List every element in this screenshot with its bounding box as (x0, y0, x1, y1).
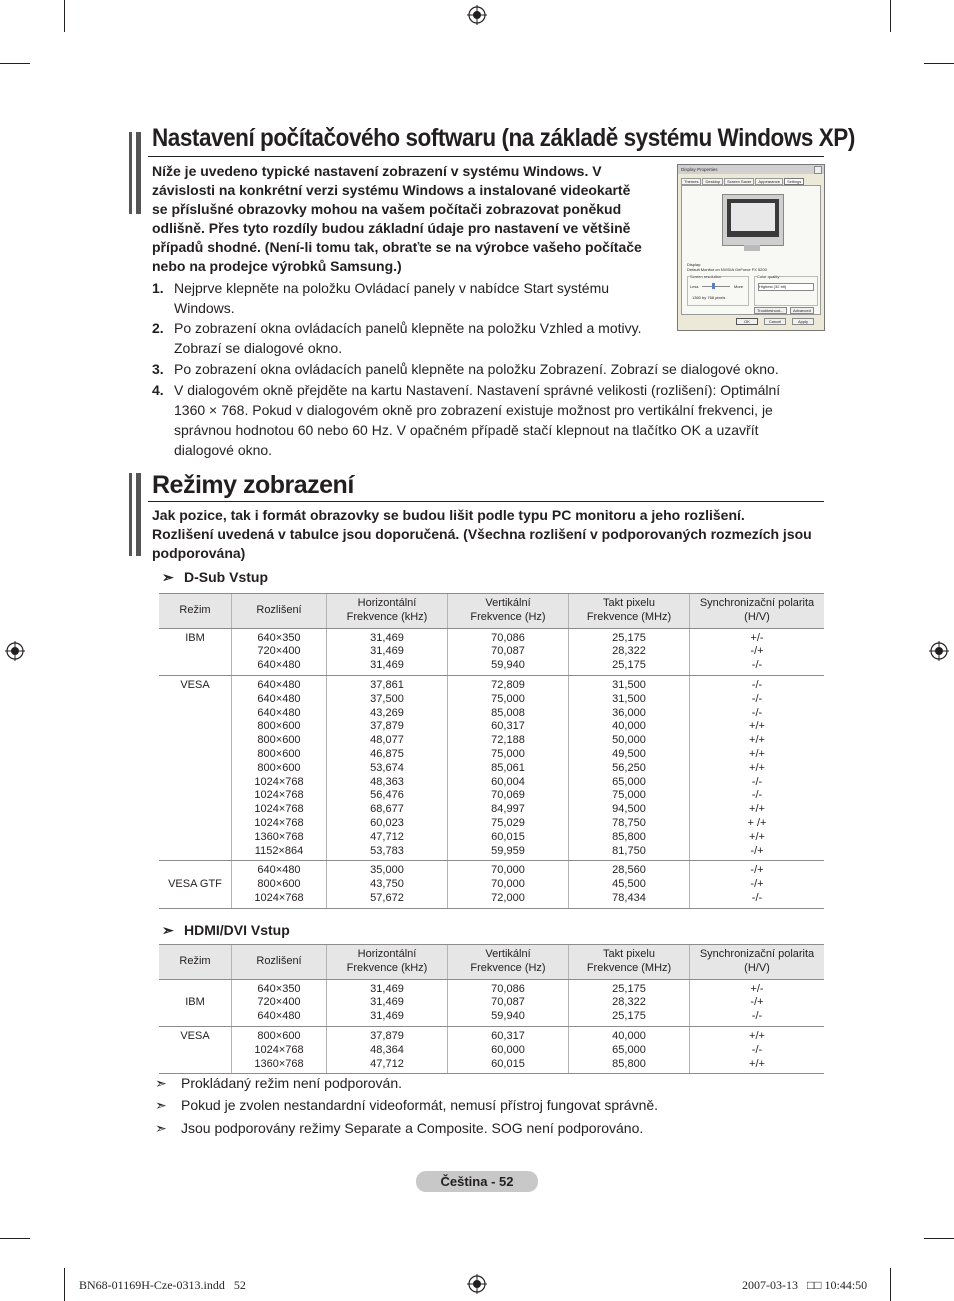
tab-themes[interactable]: Themes (681, 178, 701, 185)
slider-thumb[interactable] (712, 283, 715, 289)
close-icon[interactable] (814, 166, 822, 174)
slug-timestamp: 2007-03-13 □□ 10:44:50 (742, 1278, 868, 1292)
cell-vfreq: 60,317 60,000 60,015 (448, 1026, 569, 1073)
header-vfreq: Vertikální Frekvence (Hz) (448, 594, 569, 629)
color-quality-group: Color quality Highest (32 bit) (754, 276, 818, 306)
registration-mark-icon (467, 5, 487, 25)
display-properties-dialog (677, 164, 825, 331)
cell-vfreq: 70,086 70,087 59,940 (448, 979, 569, 1026)
step-3: 3. Po zobrazení okna ovládacích panelů klepněte na položku Zobrazení. Zobrazí se dialogové okno. (152, 361, 779, 377)
registration-mark-icon (5, 641, 25, 661)
dialog-tabs (681, 178, 804, 185)
cell-polarity: +/- -/+ -/- (690, 628, 825, 675)
cell-resolution: 640×480 800×600 1024×768 (232, 861, 327, 908)
section-bar (129, 132, 132, 214)
cell-hfreq: 37,879 48,364 47,712 (327, 1026, 448, 1073)
dialog-titlebar: Display Properties (678, 165, 824, 174)
header-hfreq: Horizontální Frekvence (kHz) (327, 945, 448, 980)
hdmi-heading: ➣ HDMI/DVI Vstup (162, 922, 290, 938)
section-bar (136, 132, 141, 214)
cell-vfreq: 72,809 75,000 85,008 60,317 72,188 75,000 85,061 60,004 70,069 84,997 75,029 60,015 59,959 (448, 675, 569, 860)
cell-resolution: 800×600 1024×768 1360×768 (232, 1026, 327, 1073)
table-row (159, 979, 824, 1026)
section-title: Režimy zobrazení (152, 471, 354, 499)
header-pixel-clock: Takt pixelu Frekvence (MHz) (569, 945, 690, 980)
tab-screen-saver[interactable]: Screen Saver (724, 178, 754, 185)
cell-mode: IBM (159, 628, 232, 675)
dsub-table (159, 593, 824, 909)
resolution-slider[interactable] (702, 286, 730, 287)
header-polarity: Synchronizační polarita (H/V) (690, 945, 825, 980)
arrow-icon: ➣ (155, 1097, 167, 1113)
section-bar (136, 473, 141, 556)
cell-polarity: +/- -/+ -/- (690, 979, 825, 1026)
cell-polarity: -/+ -/+ -/- (690, 861, 825, 908)
cell-pixel-clock: 25,175 28,322 25,175 (569, 628, 690, 675)
crop-mark (890, 0, 891, 32)
page-number: Čeština - 52 (416, 1171, 538, 1192)
header-mode: Režim (159, 594, 232, 629)
crop-mark (64, 0, 65, 32)
cell-pixel-clock: 31,500 31,500 36,000 40,000 50,000 49,500 56,250 65,000 75,000 94,500 78,750 85,800 81,750 (569, 675, 690, 860)
cell-pixel-clock: 25,175 28,322 25,175 (569, 979, 690, 1026)
cell-hfreq: 31,469 31,469 31,469 (327, 979, 448, 1026)
header-polarity: Synchronizační polarita (H/V) (690, 594, 825, 629)
resolution-group: Screen resolution Less More 1360 by 768 pixels (687, 276, 749, 306)
registration-mark-icon (467, 1274, 487, 1294)
troubleshoot-button[interactable]: Troubleshoot... (754, 307, 787, 314)
crop-mark (0, 1238, 30, 1239)
table-header-row (159, 594, 824, 629)
cell-polarity: +/+ -/- +/+ (690, 1026, 825, 1073)
cell-vfreq: 70,000 70,000 72,000 (448, 861, 569, 908)
table-header-row (159, 945, 824, 980)
tab-desktop[interactable]: Desktop (702, 178, 723, 185)
display-modes-intro: Jak pozice, tak i formát obrazovky se budou lišit podle typu PC monitoru a jeho rozlišení. Rozlišení uvedená v tabulce jsou doporučená. (Všechna rozlišení v podporovaných rozmezích jsou podporována) (152, 507, 812, 561)
arrow-icon: ➣ (162, 569, 174, 585)
cell-resolution: 640×350 720×400 640×480 (232, 628, 327, 675)
crop-mark (0, 63, 30, 64)
hdmi-table (159, 944, 824, 1074)
cell-hfreq: 35,000 43,750 57,672 (327, 861, 448, 908)
table-row (159, 675, 824, 860)
cell-mode: VESA GTF (159, 861, 232, 908)
dsub-heading: ➣ D-Sub Vstup (162, 569, 268, 585)
cell-mode: VESA (159, 675, 232, 860)
monitor-icon (722, 194, 784, 246)
crop-mark (924, 63, 954, 64)
arrow-icon: ➣ (155, 1120, 167, 1136)
header-resolution: Rozlišení (232, 945, 327, 980)
arrow-icon: ➣ (155, 1075, 167, 1091)
title-rule (148, 501, 824, 502)
note-item: ➣ Prokládaný režim není podporován. (155, 1075, 403, 1091)
title-rule (148, 156, 824, 157)
cancel-button[interactable]: Cancel (764, 318, 786, 325)
cell-pixel-clock: 40,000 65,000 85,800 (569, 1026, 690, 1073)
intro-text: Níže je uvedeno typické nastavení zobrazení v systému Windows. V závislosti na konkrétní verzi systému Windows a instalované videokartě se příslušné obrazovky mohou na vašem počítači zobrazovat poněkud odlišně. Přes tyto rozdíly budou základní údaje pro nastavení ve většině případů shodné. (Není-li tomu tak, obraťte se na výrobce vašeho počítače nebo na prodejce výrobků Samsung.) (152, 163, 642, 274)
registration-mark-icon (929, 641, 949, 661)
cell-mode: VESA (159, 1026, 232, 1073)
header-vfreq: Vertikální Frekvence (Hz) (448, 945, 569, 980)
apply-button[interactable]: Apply (792, 318, 814, 325)
crop-mark (924, 1238, 954, 1239)
advanced-button[interactable]: Advanced (790, 307, 814, 314)
resolution-value: 1360 by 768 pixels (692, 295, 726, 300)
step-4: 4. V dialogovém okně přejděte na kartu Nastavení. Nastavení správné velikosti (rozlišení): Optimální 1360 × 768. Pokud v dialogovém okně pro zobrazení existuje možnost pro vertikální frekvenci, je správnou hodnotou 60 nebo 60 Hz. V opačném případě stačí klepnout na tlačítko OK a uzavřít dialogové okno. (152, 382, 781, 458)
ok-button[interactable]: OK (736, 318, 758, 325)
table-row (159, 1026, 824, 1073)
crop-mark (890, 1268, 891, 1301)
cell-mode: IBM (159, 979, 232, 1026)
step-1: 1. Nejprve klepněte na položku Ovládací panely v nabídce Start systému Windows. (152, 280, 610, 316)
section-title: Nastavení počítačového softwaru (na základě systému Windows XP) (152, 124, 855, 152)
tab-settings[interactable]: Settings (784, 178, 804, 185)
crop-mark (64, 1268, 65, 1301)
cell-resolution: 640×350 720×400 640×480 (232, 979, 327, 1026)
header-hfreq: Horizontální Frekvence (kHz) (327, 594, 448, 629)
note-item: ➣ Pokud je zvolen nestandardní videoformát, nemusí přístroj fungovat správně. (155, 1097, 659, 1113)
display-value: Default Monitor on NVIDIA GeForce FX 5200 (687, 267, 767, 272)
cell-vfreq: 70,086 70,087 59,940 (448, 628, 569, 675)
cell-polarity: -/- -/- -/- +/+ +/+ +/+ +/+ -/- -/- +/+ + /+ +/+ -/+ (690, 675, 825, 860)
display-label: Display: (687, 262, 702, 267)
settings-panel (681, 185, 821, 315)
header-resolution: Rozlišení (232, 594, 327, 629)
note-item: ➣ Jsou podporovány režimy Separate a Composite. SOG není podporováno. (155, 1120, 644, 1136)
step-2: 2. Po zobrazení okna ovládacích panelů klepněte na položku Vzhled a motivy. Zobrazí se dialogové okno. (152, 320, 642, 356)
header-pixel-clock: Takt pixelu Frekvence (MHz) (569, 594, 690, 629)
color-quality-select[interactable]: Highest (32 bit) (758, 283, 814, 291)
table-row (159, 861, 824, 908)
cell-resolution: 640×480 640×480 640×480 800×600 800×600 800×600 800×600 1024×768 1024×768 1024×768 1024×768 1360×768 1152×864 (232, 675, 327, 860)
cell-hfreq: 31,469 31,469 31,469 (327, 628, 448, 675)
tab-appearance[interactable]: Appearance (755, 178, 783, 185)
header-mode: Režim (159, 945, 232, 980)
arrow-icon: ➣ (162, 922, 174, 938)
slug-file: BN68-01169H-Cze-0313.indd 52 (79, 1278, 246, 1292)
cell-pixel-clock: 28,560 45,500 78,434 (569, 861, 690, 908)
section-bar (129, 473, 132, 556)
cell-hfreq: 37,861 37,500 43,269 37,879 48,077 46,875 53,674 48,363 56,476 68,677 60,023 47,712 53,783 (327, 675, 448, 860)
table-row (159, 628, 824, 675)
